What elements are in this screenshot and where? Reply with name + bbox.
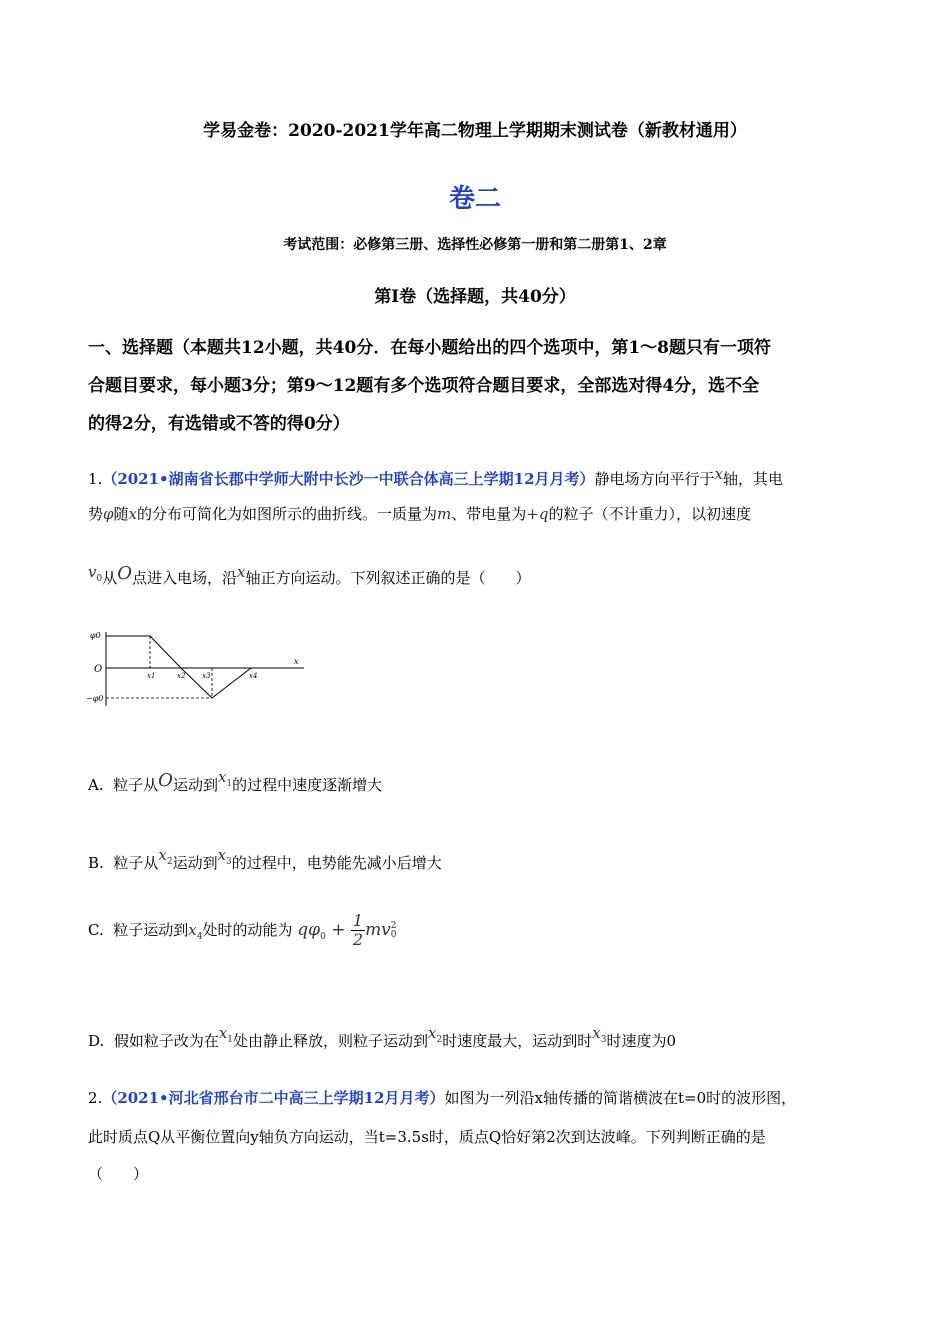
math-x3 — [592, 1024, 607, 1045]
option-C — [88, 912, 397, 949]
potential-curve — [106, 636, 251, 698]
option-A — [88, 768, 382, 795]
q2-source: （2021•河北省邢台市二中高三上学期12月月考） — [102, 1089, 445, 1107]
option-text: 粒子从 — [113, 776, 159, 794]
math-phi: φ — [308, 920, 321, 940]
q2-number: 2. — [88, 1089, 103, 1107]
x1-tick-label: x1 — [147, 672, 156, 680]
q1-text: 静电场方向平行于 — [594, 470, 715, 488]
math-x: x — [218, 1024, 228, 1042]
math-sub-sup — [391, 922, 397, 940]
q1-text: 轴，其电 — [723, 470, 784, 488]
q2-line2: 此时质点Q从平衡位置向y轴负方向运动，当t=3.5s时，质点Q恰好第2次到达波峰。下列判断正确的是 — [88, 1128, 766, 1146]
math-sub: 2 — [166, 857, 173, 867]
math-v: v — [88, 563, 97, 581]
option-label: C. — [88, 921, 104, 939]
option-text: 时速度最大，运动到时 — [442, 1032, 593, 1050]
math-x2 — [158, 846, 173, 867]
math-x4 — [188, 921, 203, 942]
section-instructions-line1: 一、选择题（本题共12小题，共40分．在每小题给出的四个选项中，第1～8题只有一项符 — [88, 338, 771, 358]
origin-label: O — [94, 664, 103, 675]
q1-number: 1. — [88, 470, 103, 488]
math-x: x — [714, 465, 724, 483]
math-O: O — [158, 770, 173, 791]
option-B — [88, 846, 442, 873]
math-plus-q: +q — [526, 505, 549, 523]
q1-text: 、带电量为 — [451, 505, 527, 523]
math-sub: 1 — [226, 779, 233, 789]
q1-text: 随 — [113, 505, 129, 523]
math-x1 — [217, 768, 233, 789]
math-x3 — [217, 846, 232, 867]
section-instructions-line3: 的得2分，有选错或不答的得0分） — [88, 414, 350, 434]
math-x: x — [217, 846, 227, 864]
math-sub: 4 — [196, 932, 203, 942]
q1-text: 势 — [88, 505, 104, 523]
fraction-numerator: 1 — [352, 911, 364, 930]
option-text: 运动到 — [172, 776, 218, 794]
q1-line3 — [88, 563, 531, 588]
math-sub: 0 — [390, 929, 397, 940]
math-x: x — [128, 505, 138, 523]
math-x: x — [158, 846, 167, 864]
neg-phi0-label: −φ0 — [86, 694, 104, 703]
q2-line1 — [88, 1087, 796, 1108]
q1-source: （2021•湖南省长郡中学师大附中长沙一中联合体高三上学期12月月考） — [102, 470, 595, 488]
q1-text: 的粒子（不计重力），以初速度 — [548, 505, 751, 523]
q1-text: 点进入电场，沿 — [132, 569, 238, 587]
math-x: x — [592, 1024, 601, 1042]
math-x: x — [217, 768, 227, 786]
math-sup: 2 — [390, 920, 397, 931]
option-label: A. — [88, 776, 104, 794]
q1-line2 — [88, 503, 751, 524]
phi0-label: φ0 — [90, 631, 101, 640]
math-x: x — [428, 1024, 437, 1042]
math-x: x — [188, 921, 197, 939]
volume-heading: 卷二 — [448, 184, 501, 214]
math-x2 — [428, 1024, 443, 1045]
option-text: 处由静止释放，则粒子运动到 — [233, 1032, 429, 1050]
option-text: 运动到 — [172, 854, 218, 872]
option-label: D. — [88, 1032, 105, 1050]
option-text: 粒子从 — [113, 854, 159, 872]
math-sub: 0 — [96, 574, 103, 584]
math-sub: 3 — [226, 857, 232, 867]
option-text: 假如粒子改为在 — [113, 1032, 219, 1050]
x4-tick-label: x4 — [249, 672, 258, 680]
exam-scope: 考试范围：必修第三册、选择性必修第一册和第二册第1、2章 — [283, 237, 667, 253]
option-text: 粒子运动到 — [113, 921, 189, 939]
part-heading: 第Ⅰ卷（选择题，共40分） — [374, 287, 576, 307]
q1-line1 — [88, 465, 783, 489]
fraction-denominator: 2 — [352, 930, 364, 949]
math-v0 — [88, 563, 103, 584]
math-q: q — [297, 920, 309, 940]
x3-tick-label: x3 — [202, 672, 211, 680]
option-text: 时速度为0 — [606, 1032, 677, 1050]
q2-line3: （ ） — [88, 1165, 149, 1183]
q1-text: 的分布可简化为如图所示的曲折线。一质量为 — [137, 505, 438, 523]
option-label: B. — [88, 854, 104, 872]
math-O: O — [117, 563, 132, 584]
potential-graph — [86, 626, 308, 708]
kinetic-energy-expression — [297, 911, 397, 949]
math-sub: 1 — [227, 1035, 234, 1045]
section-instructions-line2: 合题目要求，每小题3分；第9～12题有多个选项符合题目要求，全部选对得4分，选不全 — [88, 376, 760, 396]
fraction-half — [351, 912, 365, 949]
math-m: m — [437, 505, 452, 523]
math-sub: 0 — [320, 932, 326, 942]
option-D — [88, 1024, 676, 1051]
q1-text: 轴正方向运动。下列叙述正确的是（ ） — [245, 569, 531, 587]
option-text: 的过程中速度逐渐增大 — [232, 776, 383, 794]
math-mv: mv — [365, 920, 391, 940]
math-sub: 3 — [600, 1035, 607, 1045]
math-phi: φ — [103, 505, 114, 523]
document-title: 学易金卷：2020-2021学年高二物理上学期期末测试卷（新教材通用） — [203, 121, 747, 141]
math-x: x — [237, 563, 246, 581]
q1-text: 从 — [102, 569, 118, 587]
math-x1 — [218, 1024, 234, 1045]
math-plus: + — [331, 920, 346, 940]
option-text: 处时的动能为 — [202, 921, 293, 939]
x-axis-label: x — [294, 657, 299, 666]
math-sub: 2 — [436, 1035, 443, 1045]
x2-tick-label: x2 — [177, 672, 186, 680]
q2-text: 如图为一列沿x轴传播的简谐横波在t=0时的波形图， — [444, 1089, 797, 1107]
option-text: 的过程中，电势能先减小后增大 — [231, 854, 442, 872]
